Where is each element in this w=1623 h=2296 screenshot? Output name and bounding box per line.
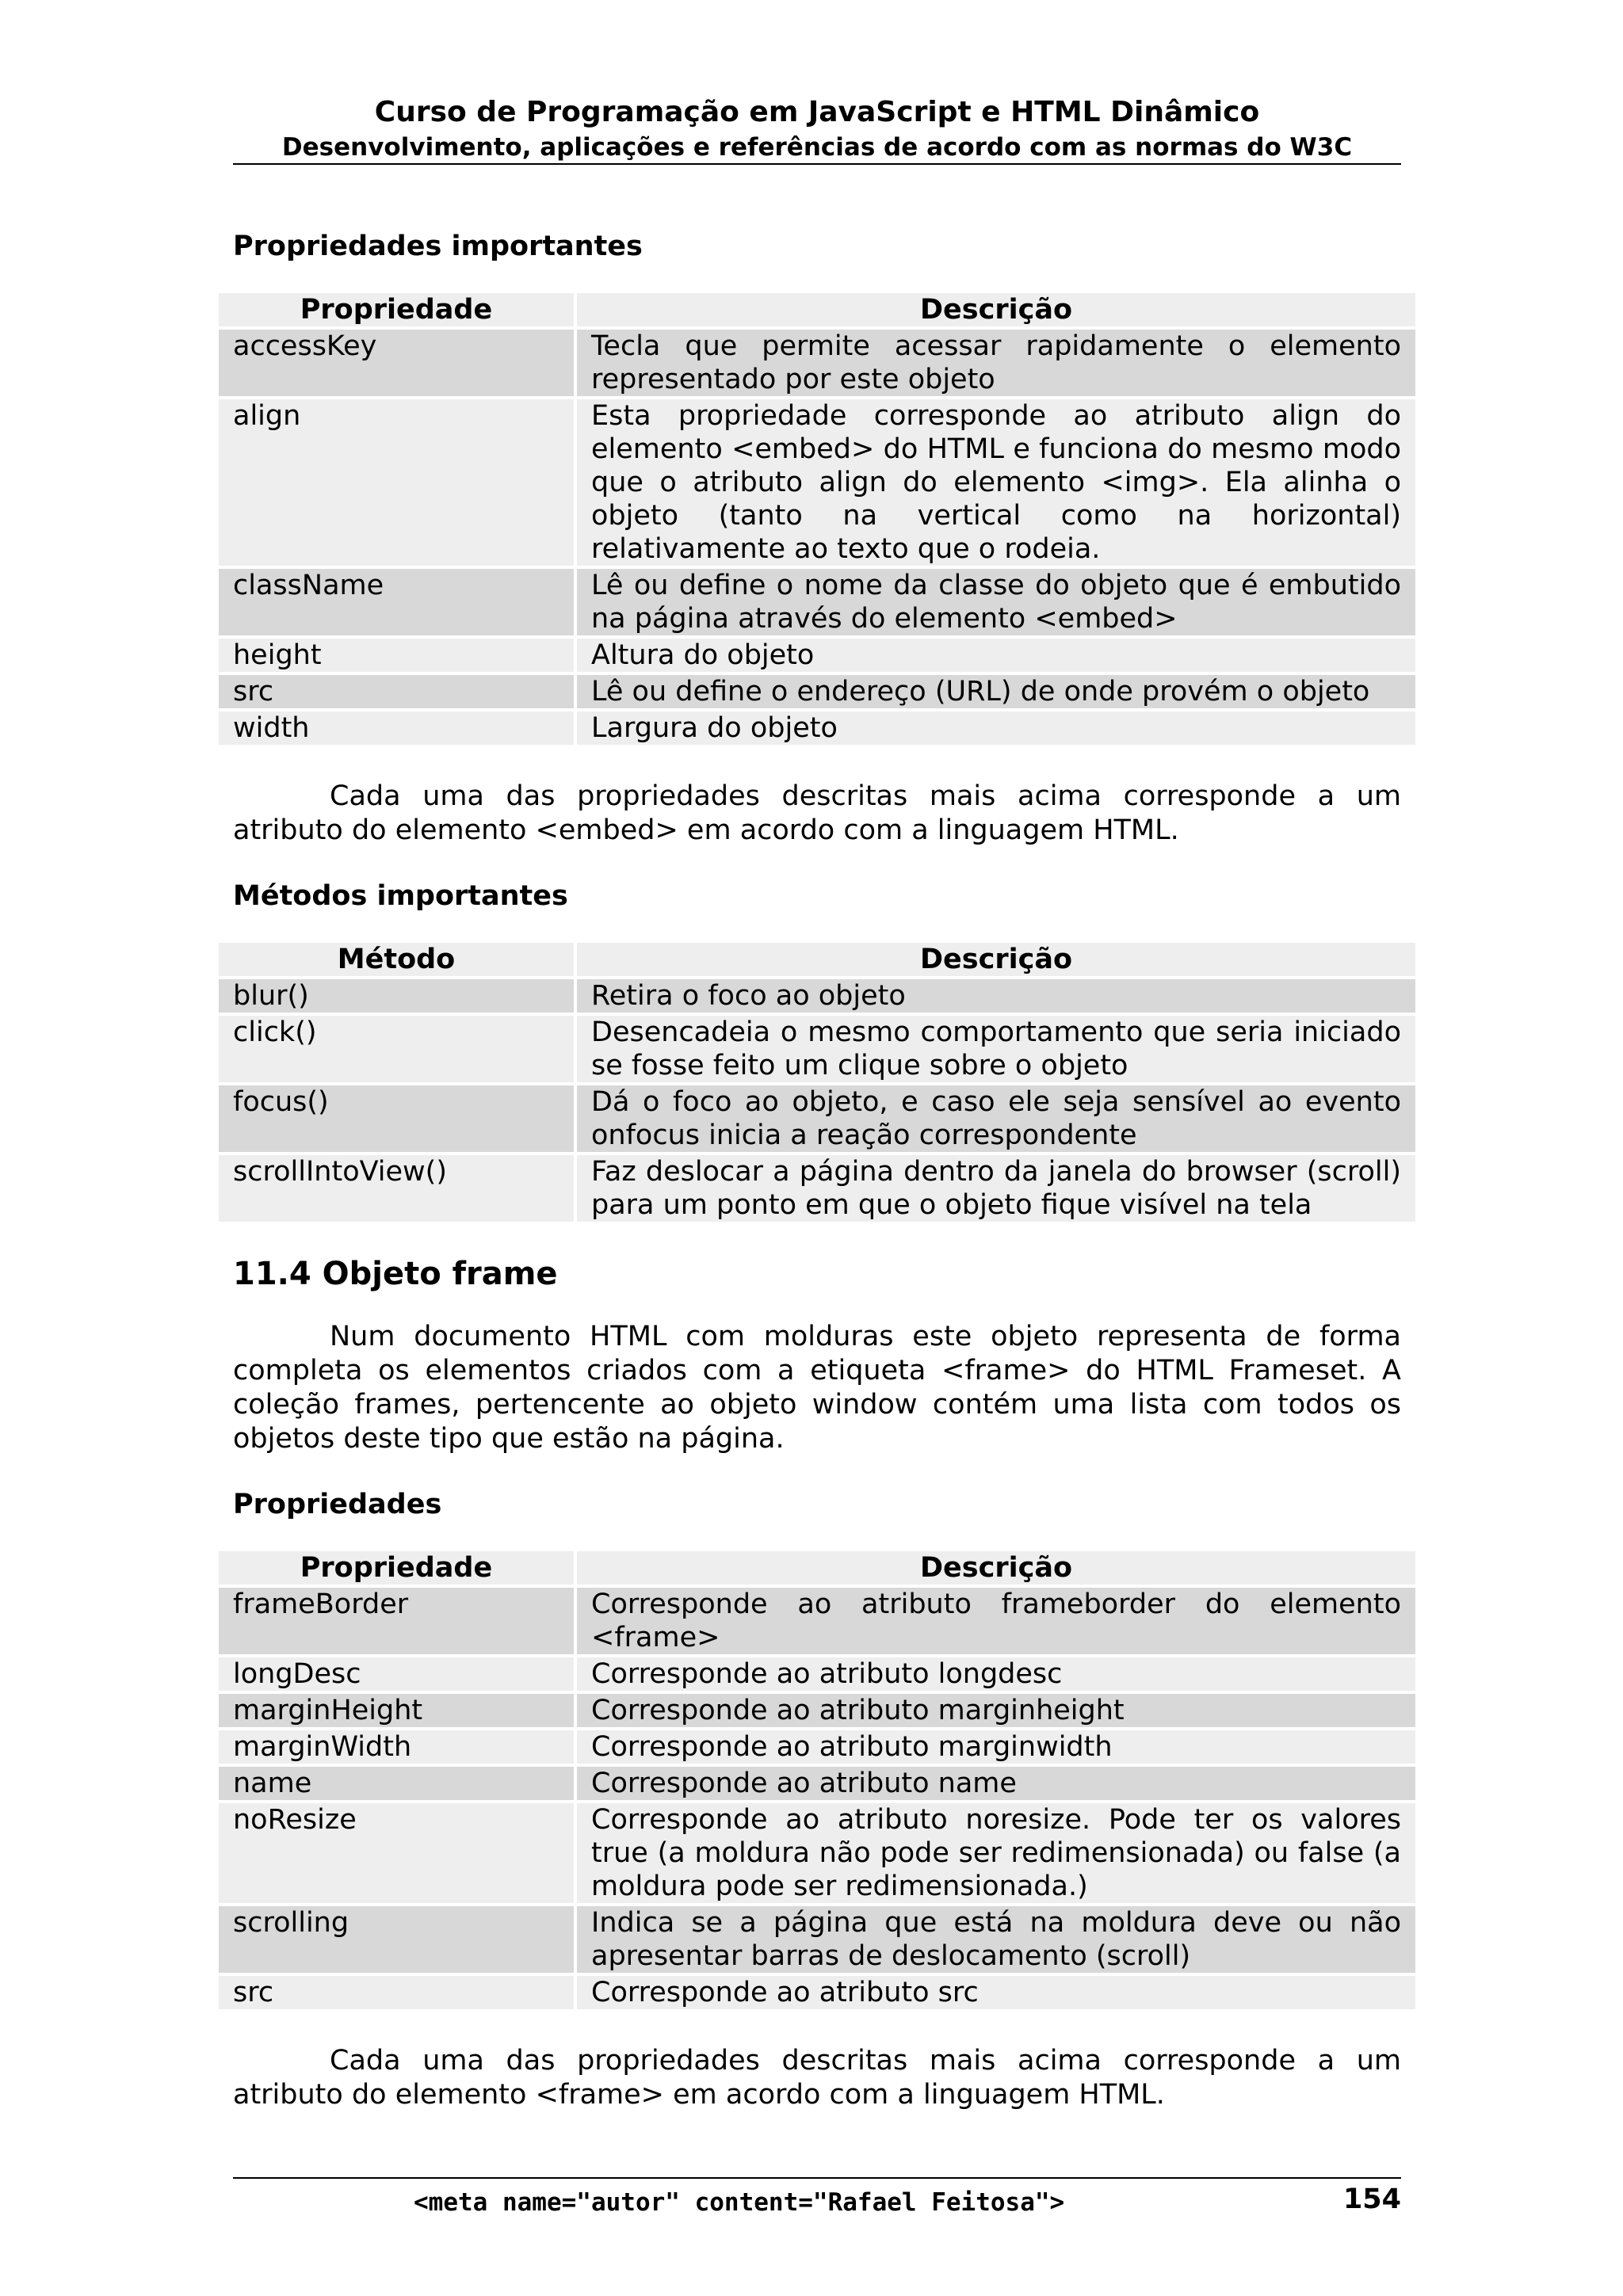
column-header-method: Método xyxy=(219,943,574,976)
table-row xyxy=(219,1016,1415,1082)
property-name: className xyxy=(219,569,574,635)
property-name: scrolling xyxy=(219,1906,574,1973)
table-row xyxy=(219,399,1415,566)
table-row xyxy=(219,1694,1415,1727)
property-name: align xyxy=(219,399,574,566)
property-description: Lê ou define o endereço (URL) de onde provém o objeto xyxy=(577,675,1415,708)
method-name: focus() xyxy=(219,1085,574,1152)
page-number: 154 xyxy=(1342,2183,1401,2215)
table-row xyxy=(219,569,1415,635)
table-row xyxy=(219,330,1415,396)
section-heading-methods: Métodos importantes xyxy=(233,880,568,912)
frame-properties-table xyxy=(216,1548,1419,2012)
table-header-row xyxy=(219,1551,1415,1585)
footer-author-meta: <meta name="autor" content="Rafael Feitosa"> xyxy=(414,2188,1065,2217)
property-name: src xyxy=(219,675,574,708)
property-description: Corresponde ao atributo marginwidth xyxy=(577,1730,1415,1764)
table-row xyxy=(219,711,1415,745)
property-description: Corresponde ao atributo src xyxy=(577,1976,1415,2009)
column-header-property: Propriedade xyxy=(219,293,574,326)
column-header-description: Descrição xyxy=(577,1551,1415,1585)
section-heading-frame-properties: Propriedades xyxy=(233,1489,442,1520)
property-description: Corresponde ao atributo marginheight xyxy=(577,1694,1415,1727)
header-divider xyxy=(233,163,1401,165)
property-description: Tecla que permite acessar rapidamente o elemento representado por este objeto xyxy=(577,330,1415,396)
property-name: frameBorder xyxy=(219,1588,574,1654)
table-row xyxy=(219,1906,1415,1973)
property-description: Largura do objeto xyxy=(577,711,1415,745)
section-heading-properties: Propriedades importantes xyxy=(233,231,643,262)
header-title: Curso de Programação em JavaScript e HTML Dinâmico xyxy=(374,96,1260,128)
table-row xyxy=(219,1730,1415,1764)
page-footer xyxy=(233,2180,1401,2218)
table-row xyxy=(219,639,1415,672)
page-content xyxy=(219,222,1415,2112)
method-name: blur() xyxy=(219,979,574,1013)
body-paragraph: Cada uma das propriedades descritas mais acima corresponde a um atributo do elemento <frame> em acordo com a linguagem HTML. xyxy=(233,2045,1401,2111)
column-header-description: Descrição xyxy=(577,943,1415,976)
method-name: scrollIntoView() xyxy=(219,1155,574,1222)
property-name: height xyxy=(219,639,574,672)
property-name: marginHeight xyxy=(219,1694,574,1727)
property-description: Esta propriedade corresponde ao atributo align do elemento <embed> do HTML e funciona do mesmo modo que o atributo align do elemento <img>. Ela alinha o objeto (tanto na vertical como na horizontal) relativamente ao texto que o rodeia. xyxy=(577,399,1415,566)
section-heading-frame-object: 11.4 Objeto frame xyxy=(233,1256,558,1292)
table-header-row xyxy=(219,293,1415,326)
property-description: Corresponde ao atributo longdesc xyxy=(577,1657,1415,1691)
table-row xyxy=(219,979,1415,1013)
method-description: Retira o foco ao objeto xyxy=(577,979,1415,1013)
page-header xyxy=(233,93,1401,163)
table-row xyxy=(219,1767,1415,1800)
method-name: click() xyxy=(219,1016,574,1082)
property-description: Altura do objeto xyxy=(577,639,1415,672)
body-paragraph: Cada uma das propriedades descritas mais acima corresponde a um atributo do elemento <embed> em acordo com a linguagem HTML. xyxy=(233,780,1401,846)
property-name: accessKey xyxy=(219,330,574,396)
header-subtitle: Desenvolvimento, aplicações e referências de acordo com as normas do W3C xyxy=(281,133,1353,162)
property-name: width xyxy=(219,711,574,745)
property-name: longDesc xyxy=(219,1657,574,1691)
property-description: Corresponde ao atributo noresize. Pode ter os valores true (a moldura não pode ser redimensionada) ou false (a moldura pode ser redimensionada.) xyxy=(577,1803,1415,1903)
table-row xyxy=(219,1155,1415,1222)
column-header-property: Propriedade xyxy=(219,1551,574,1585)
property-name: name xyxy=(219,1767,574,1800)
property-name: src xyxy=(219,1976,574,2009)
method-description: Desencadeia o mesmo comportamento que seria iniciado se fosse feito um clique sobre o objeto xyxy=(577,1016,1415,1082)
properties-table xyxy=(216,290,1419,748)
footer-divider xyxy=(233,2177,1401,2179)
property-description: Corresponde ao atributo name xyxy=(577,1767,1415,1800)
table-row xyxy=(219,1976,1415,2009)
table-row xyxy=(219,1085,1415,1152)
property-name: noResize xyxy=(219,1803,574,1903)
method-description: Faz deslocar a página dentro da janela do browser (scroll) para um ponto em que o objeto fique visível na tela xyxy=(577,1155,1415,1222)
property-description: Lê ou define o nome da classe do objeto que é embutido na página através do elemento <embed> xyxy=(577,569,1415,635)
property-name: marginWidth xyxy=(219,1730,574,1764)
property-description: Indica se a página que está na moldura deve ou não apresentar barras de deslocamento (scroll) xyxy=(577,1906,1415,1973)
table-row xyxy=(219,1803,1415,1903)
table-header-row xyxy=(219,943,1415,976)
property-description: Corresponde ao atributo frameborder do elemento <frame> xyxy=(577,1588,1415,1654)
table-row xyxy=(219,675,1415,708)
body-paragraph: Num documento HTML com molduras este objeto representa de forma completa os elementos criados com a etiqueta <frame> do HTML Frameset. A coleção frames, pertencente ao objeto window contém uma lista com todos os objetos deste tipo que estão na página. xyxy=(233,1321,1401,1455)
table-row xyxy=(219,1588,1415,1654)
table-row xyxy=(219,1657,1415,1691)
method-description: Dá o foco ao objeto, e caso ele seja sensível ao evento onfocus inicia a reação correspondente xyxy=(577,1085,1415,1152)
column-header-description: Descrição xyxy=(577,293,1415,326)
methods-table xyxy=(216,940,1419,1225)
